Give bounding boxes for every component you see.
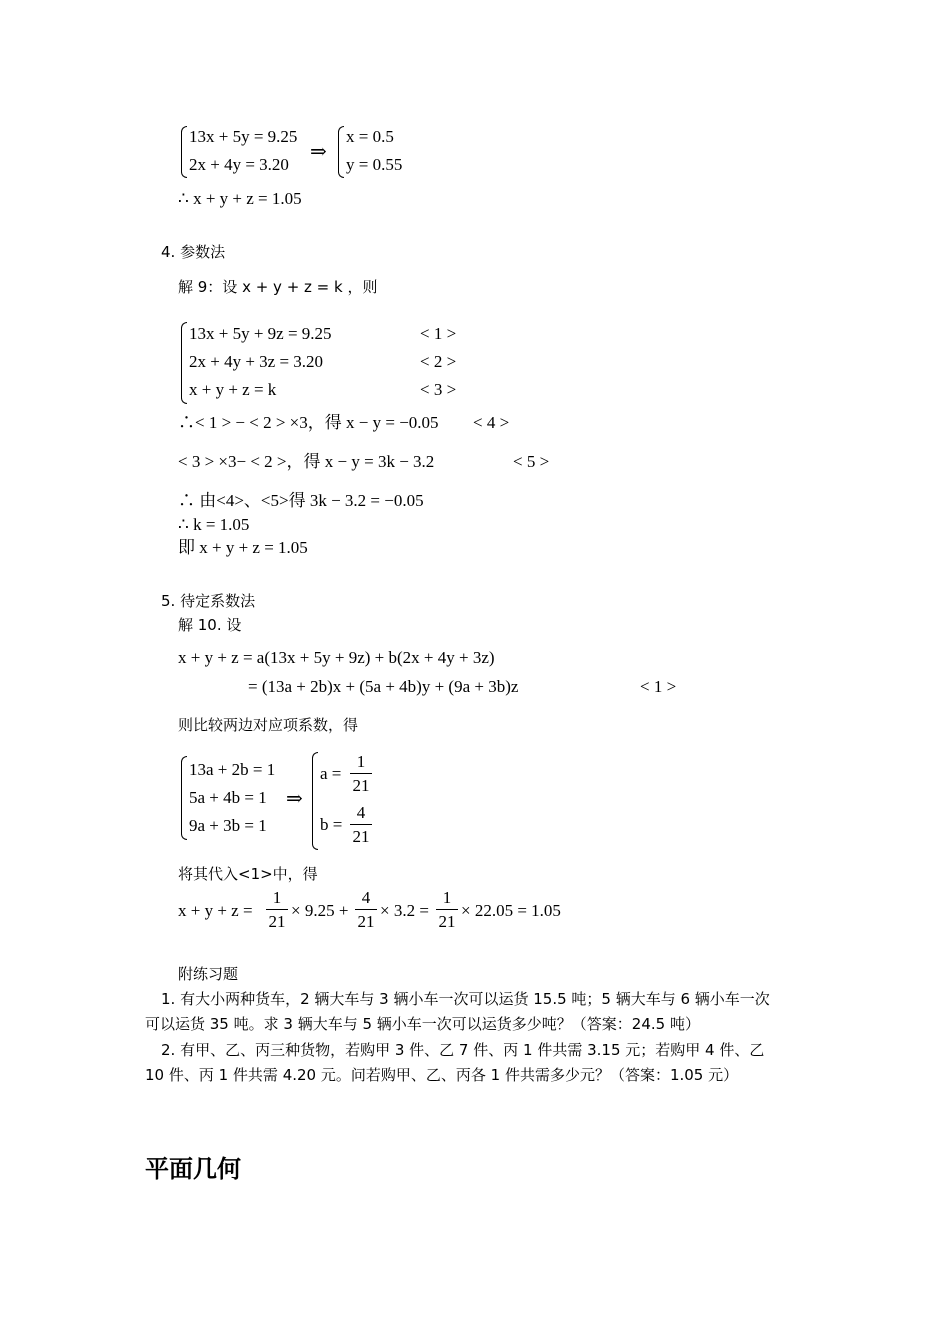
equation: ∴ 由<4>、<5>得 3k − 3.2 = −0.05 bbox=[178, 491, 424, 510]
equation: × 22.05 = 1.05 bbox=[461, 901, 561, 920]
exercises-title: 附练习题 bbox=[178, 965, 239, 983]
brace bbox=[312, 752, 318, 850]
numerator: 1 bbox=[272, 888, 282, 907]
equation: x + y + z = a(13x + 5y + 9z) + b(2x + 4y + 3z) bbox=[178, 648, 495, 667]
denominator: 21 bbox=[357, 912, 375, 931]
equation-tag: < 3 > bbox=[420, 380, 457, 399]
section-title: 4. 参数法 bbox=[161, 243, 226, 261]
equation: × 3.2 = bbox=[380, 901, 429, 920]
equation: 2x + 4y + 3z = 3.20 bbox=[189, 352, 324, 371]
equation: ∴< 1 > − < 2 > ×3，得 x − y = −0.05 bbox=[178, 413, 439, 432]
equation: x = 0.5 bbox=[346, 127, 394, 146]
equation: ∴ x + y + z = 1.05 bbox=[178, 189, 302, 208]
exercise-text: 10 件、丙 1 件共需 4.20 元。问若购甲、乙、丙各 1 件共需多少元？（答案：1.05 元） bbox=[145, 1066, 739, 1084]
equation-tag: < 5 > bbox=[513, 452, 550, 471]
fraction bbox=[436, 889, 458, 930]
equation: ∴ k = 1.05 bbox=[178, 515, 250, 534]
equation-tag: < 1 > bbox=[420, 324, 457, 343]
numerator: 1 bbox=[442, 888, 452, 907]
denominator: 21 bbox=[438, 912, 456, 931]
equation: 即 x + y + z = 1.05 bbox=[178, 538, 308, 557]
brace bbox=[181, 756, 187, 840]
section-title: 5. 待定系数法 bbox=[161, 592, 256, 610]
equation: 5a + 4b = 1 bbox=[189, 788, 267, 807]
equation: < 3 > ×3− < 2 >，得 x − y = 3k − 3.2 bbox=[178, 452, 435, 471]
numerator: 1 bbox=[356, 752, 366, 771]
fraction bbox=[266, 889, 288, 930]
denominator: 21 bbox=[268, 912, 286, 931]
equation: 13a + 2b = 1 bbox=[189, 760, 276, 779]
paragraph: 解 9：设 x + y + z = k ，则 bbox=[178, 278, 378, 296]
implies-arrow: ⇒ bbox=[310, 141, 327, 163]
numerator: 4 bbox=[356, 803, 366, 822]
exercise-text: 2. 有甲、乙、丙三种货物，若购甲 3 件、乙 7 件、丙 1 件共需 3.15 元；若购甲 4 件、乙 bbox=[161, 1041, 765, 1059]
denominator: 21 bbox=[352, 827, 370, 846]
equation: x + y + z = bbox=[178, 901, 253, 920]
equation: y = 0.55 bbox=[346, 155, 403, 174]
paragraph: 解 10. 设 bbox=[178, 616, 242, 634]
brace bbox=[181, 322, 187, 404]
paragraph: 将其代入<1>中，得 bbox=[178, 865, 318, 883]
equation: x + y + z = k bbox=[189, 380, 277, 399]
equation-tag: < 1 > bbox=[640, 677, 677, 696]
numerator: 4 bbox=[361, 888, 371, 907]
implies-arrow: ⇒ bbox=[286, 788, 303, 810]
exercise-text: 可以运货 35 吨。求 3 辆大车与 5 辆小车一次可以运货多少吨？（答案：24.5 吨） bbox=[145, 1015, 700, 1033]
denominator: 21 bbox=[352, 776, 370, 795]
equation: 2x + 4y = 3.20 bbox=[189, 155, 289, 174]
equation-tag: < 2 > bbox=[420, 352, 457, 371]
exercise-text: 1. 有大小两种货车，2 辆大车与 3 辆小车一次可以运货 15.5 吨；5 辆大车与 6 辆小车一次 bbox=[161, 990, 770, 1008]
equation: × 9.25 + bbox=[291, 901, 349, 920]
equation-tag: < 4 > bbox=[473, 413, 510, 432]
brace bbox=[338, 126, 344, 178]
fraction bbox=[350, 804, 372, 845]
fraction bbox=[350, 753, 372, 794]
fraction bbox=[355, 889, 377, 930]
equation: 9a + 3b = 1 bbox=[189, 816, 267, 835]
equation: 13x + 5y = 9.25 bbox=[189, 127, 298, 146]
equation: a = bbox=[320, 764, 342, 783]
equation: b = bbox=[320, 815, 343, 834]
paragraph: 则比较两边对应项系数，得 bbox=[178, 716, 359, 734]
brace bbox=[181, 126, 187, 178]
equation: 13x + 5y + 9z = 9.25 bbox=[189, 324, 332, 343]
section-heading: 平面几何 bbox=[145, 1155, 241, 1183]
equation: = (13a + 2b)x + (5a + 4b)y + (9a + 3b)z bbox=[248, 677, 519, 696]
